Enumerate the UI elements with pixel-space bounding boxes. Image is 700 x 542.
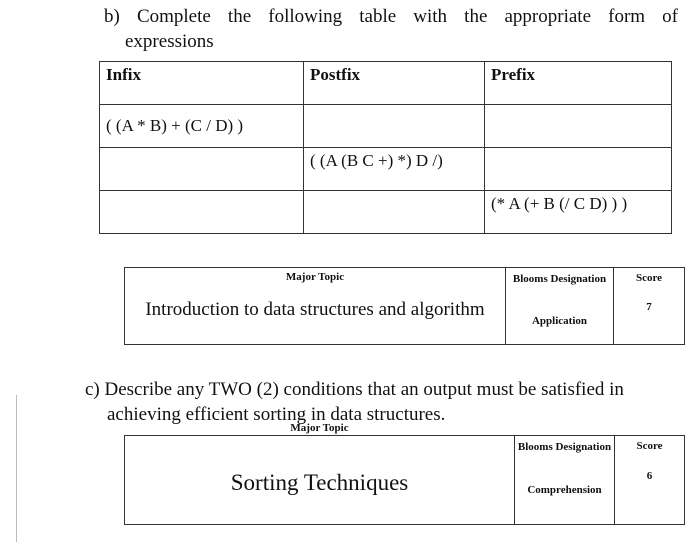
table-row xyxy=(100,191,672,234)
major-topic-label: Major Topic xyxy=(285,271,345,283)
cell-prefix-1 xyxy=(485,105,672,148)
blooms-value: Application xyxy=(531,315,587,327)
blooms-cell xyxy=(506,268,614,345)
cell-prefix-3: (* A (+ B (/ C D) ) ) xyxy=(485,191,672,234)
score-value: 7 xyxy=(646,301,652,313)
cell-prefix-2 xyxy=(485,148,672,191)
score-cell xyxy=(615,436,685,525)
cell-infix-2 xyxy=(100,148,304,191)
header-infix: Infix xyxy=(100,62,304,105)
topic-info-table-c xyxy=(124,422,685,525)
header-postfix: Postfix xyxy=(304,62,485,105)
major-topic-value: Introduction to data structures and algorithm xyxy=(145,299,485,320)
question-c-text-line1: c) Describe any TWO (2) conditions that an output must be satisfied in xyxy=(85,379,624,400)
cell-postfix-3 xyxy=(304,191,485,234)
topic-info-table-b xyxy=(124,267,685,345)
score-label: Score xyxy=(636,440,663,452)
score-label: Score xyxy=(635,272,663,284)
blooms-label: Blooms Designation xyxy=(512,273,607,285)
header-prefix: Prefix xyxy=(485,62,672,105)
cell-infix-3 xyxy=(100,191,304,234)
major-topic-cell xyxy=(125,422,515,525)
page-margin-line xyxy=(16,395,17,542)
cell-infix-1: ( (A * B) + (C / D) ) xyxy=(100,105,304,148)
cell-postfix-2: ( (A (B C +) *) D /) xyxy=(304,148,485,191)
blooms-value: Comprehension xyxy=(527,484,602,496)
score-cell xyxy=(614,268,685,345)
cell-postfix-1 xyxy=(304,105,485,148)
major-topic-value: Sorting Techniques xyxy=(230,470,409,495)
blooms-label: Blooms Designation xyxy=(517,441,612,453)
table-header-row xyxy=(100,62,672,105)
conversion-table xyxy=(99,61,672,234)
blooms-cell xyxy=(515,436,615,525)
major-topic-cell xyxy=(125,268,506,345)
score-value: 6 xyxy=(646,470,653,482)
question-b-text-line1: b) Complete the following table with the appropriate form of xyxy=(104,6,678,27)
question-c-text-line2: achieving efficient sorting in data structures. xyxy=(107,404,446,425)
major-topic-label: Major Topic xyxy=(290,422,349,434)
table-row xyxy=(100,105,672,148)
question-b-text-line2: expressions xyxy=(125,31,214,52)
table-row xyxy=(100,148,672,191)
